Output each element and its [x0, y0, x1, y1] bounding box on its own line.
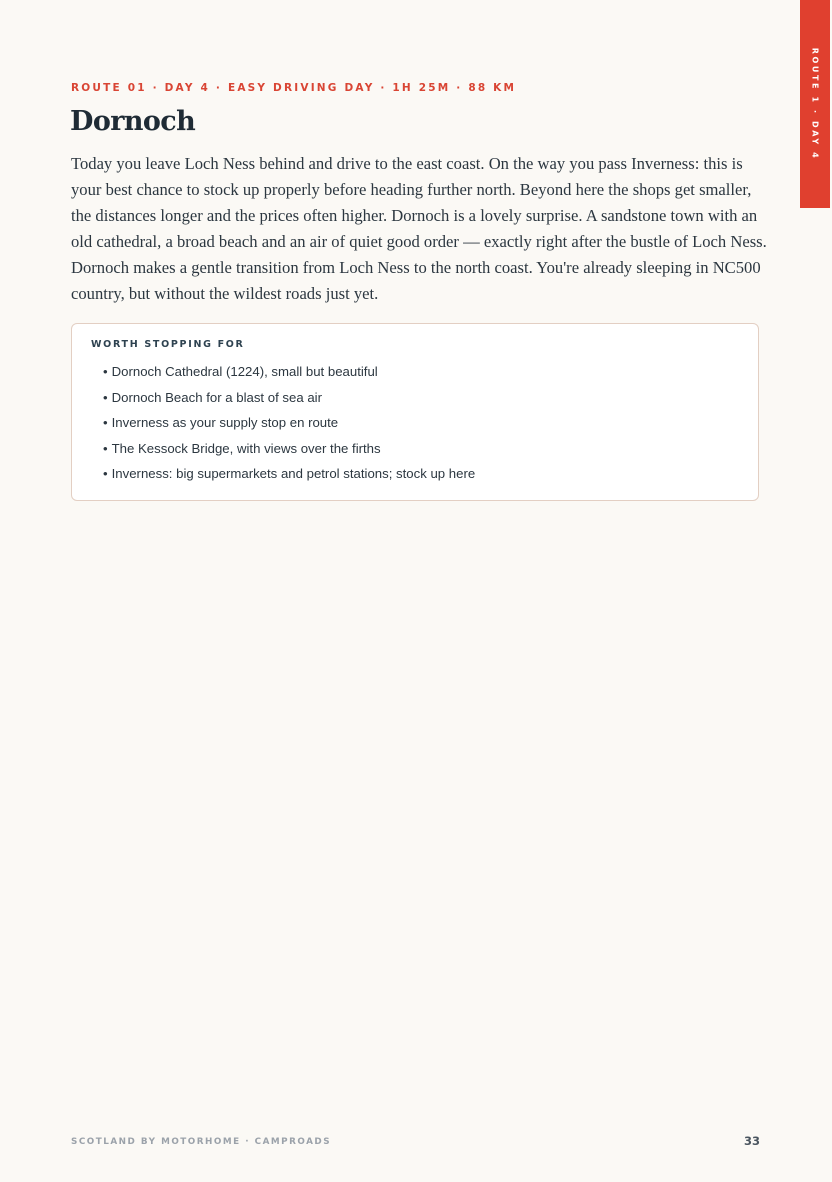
bullet-icon: • [103, 440, 108, 456]
bullet-icon: • [103, 415, 108, 431]
footer-publication: SCOTLAND BY MOTORHOME · CAMPROADS [71, 1137, 332, 1147]
list-item-text: Dornoch Beach for a blast of sea air [111, 389, 323, 405]
worth-stopping-box [71, 323, 759, 501]
bullet-icon: • [103, 364, 108, 379]
worth-stopping-title: WORTH STOPPING FOR [91, 339, 245, 350]
list-item [103, 461, 475, 487]
bullet-icon: • [103, 466, 108, 482]
list-item-text: The Kessock Bridge, with views over the firths [111, 440, 381, 456]
list-item-text: Inverness: big supermarkets and petrol stations; stock up here [111, 466, 476, 482]
side-tab-label: ROUTE 1 · DAY 4 [810, 47, 820, 161]
lead-paragraph: Today you leave Loch Ness behind and drive to the east coast. On the way you pass Inverness: this is your best chance to stock up properly before heading further north. Beyond here the shops get smaller, the distances longer and the prices often higher. Dornoch is a lovely surprise. A sandstone town with an old cathedral, a broad beach and an air of quiet good order — exactly right after the bustle of Loch Ness. Dornoch makes a gentle transition from Loch Ness to the north coast. You're already sleeping in NC500 country, but without the wildest roads just yet. [71, 154, 767, 303]
page-title: Dornoch [70, 106, 196, 137]
page-number: 33 [743, 1134, 760, 1148]
list-item [103, 385, 475, 411]
bullet-icon: • [103, 389, 108, 405]
list-item [103, 359, 475, 385]
side-tab [800, 0, 830, 208]
list-item [103, 410, 475, 436]
list-item-text: Inverness as your supply stop en route [111, 415, 339, 431]
list-item [103, 436, 475, 462]
worth-stopping-list [103, 359, 475, 487]
list-item-text: Dornoch Cathedral (1224), small but beautiful [111, 364, 378, 379]
route-kicker: ROUTE 01 · DAY 4 · EASY DRIVING DAY · 1H 25M · 88 KM [71, 82, 517, 94]
